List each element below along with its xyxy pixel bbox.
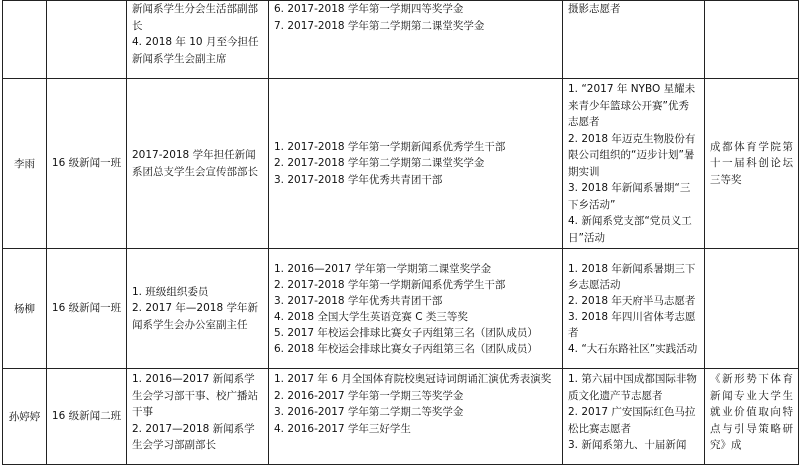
volunteer-item: 1. 2018 年新闻系暑期三下乡志愿活动 — [568, 262, 696, 291]
volunteer-item: 3. 新闻系第九、十届新闻 — [568, 439, 687, 451]
name-cell: 孙婷婷 — [3, 369, 47, 465]
honor-item: 6. 2017-2018 学年第一学期四等奖学金 — [274, 3, 464, 15]
table-row — [3, 79, 799, 249]
honor-item: 5. 2017 年校运会排球比赛女子丙组第三名（团队成员） — [274, 326, 538, 339]
research-cell: 成都体育学院第十一届科创论坛三等奖 — [705, 79, 799, 249]
volunteer-cell — [563, 249, 705, 369]
honors-cell — [269, 249, 563, 369]
table-row — [3, 369, 799, 465]
volunteer-item: 2. 2018 年天府半马志愿者 — [568, 294, 696, 307]
volunteer-item: 2. 2017 广安国际红色马拉松比赛志愿者 — [568, 406, 696, 435]
duty-item: 1. 班级组织委员 — [132, 285, 209, 298]
class-cell: 16 级新闻二班 — [47, 369, 127, 465]
research-cell: 《新形势下体育新闻专业大学生就业价值取向特点与引导策略研究》成 — [705, 369, 799, 465]
volunteer-item: 3. 2018 年四川省体考志愿者 — [568, 310, 696, 339]
duty-item: 2. 2017 年—2018 学年新闻系学生会办公室副主任 — [132, 302, 258, 331]
volunteer-item: 1. “2017 年 NYBO 星耀未来青少年篮球公开赛”优秀志愿者 — [568, 83, 696, 128]
duties-cell — [127, 79, 269, 249]
honor-item: 3. 2017-2018 学年优秀共青团干部 — [274, 173, 443, 186]
honor-item: 2. 2016-2017 学年第一学期三等奖学金 — [274, 389, 464, 402]
research-cell — [705, 249, 799, 369]
honor-item: 2. 2017-2018 学年第二学期第二课堂奖学金 — [274, 157, 485, 170]
honors-cell — [269, 79, 563, 249]
duty-item: 1. 2016—2017 新闻系学生会学习部干事、校广播站干事 — [132, 373, 258, 418]
student-records-table — [2, 0, 799, 465]
honor-item: 6. 2018 年校运会排球比赛女子丙组第三名（团队成员） — [274, 342, 538, 355]
name-cell: 杨柳 — [3, 249, 47, 369]
honor-item: 3. 2016-2017 学年第二学期二等奖学金 — [274, 406, 464, 418]
volunteer-item: 3. 2018 年新闻系暑期“三下乡活动” — [568, 182, 691, 211]
duties-cell — [127, 369, 269, 465]
volunteer-item: 摄影志愿者 — [568, 3, 621, 15]
honors-cell — [269, 1, 563, 79]
table-row — [3, 249, 799, 369]
honor-item: 1. 2017-2018 学年第一学期新闻系优秀学生干部 — [274, 140, 506, 153]
duty-item: 4. 2018 年 10 月至今担任新闻系学生会副主席 — [132, 36, 259, 65]
volunteer-item: 4. 新闻系党支部“党员义工日”活动 — [568, 215, 692, 244]
volunteer-item: 1. 第六届中国成都国际非物质文化遗产节志愿者 — [568, 373, 697, 402]
duty-item: 2017-2018 学年担任新闻系团总支学生会宣传部部长 — [132, 149, 258, 178]
volunteer-item: 2. 2018 年迈克生物股份有限公司组织的“迈步计划”暑期实训 — [568, 132, 696, 178]
class-cell — [47, 1, 127, 79]
volunteer-cell — [563, 369, 705, 465]
honor-item: 2. 2017-2018 学年第一学期新闻系优秀学生干部 — [274, 278, 506, 291]
honor-item: 4. 2016-2017 学年三好学生 — [274, 422, 411, 435]
class-cell: 16 级新闻一班 — [47, 79, 127, 249]
duty-item: 2. 2017—2018 新闻系学生会学习部副部长 — [132, 422, 255, 451]
class-cell: 16 级新闻一班 — [47, 249, 127, 369]
duties-cell — [127, 249, 269, 369]
honor-item: 1. 2017 年 6 月全国体育院校奥冠诗词朗诵汇演优秀表演奖 — [274, 373, 552, 385]
duty-item: 新闻系学生分会生活部副部长 — [132, 3, 258, 32]
volunteer-item: 4. “大石东路社区”实践活动 — [568, 342, 698, 355]
volunteer-cell — [563, 79, 705, 249]
honor-item: 7. 2017-2018 学年第二学期第二课堂奖学金 — [274, 19, 485, 32]
honor-item: 3. 2017-2018 学年优秀共青团干部 — [274, 294, 443, 307]
volunteer-cell — [563, 1, 705, 79]
name-cell: 李雨 — [3, 79, 47, 249]
research-cell — [705, 1, 799, 79]
duties-cell — [127, 1, 269, 79]
name-cell — [3, 1, 47, 79]
honor-item: 4. 2018 全国大学生英语竞赛 C 类三等奖 — [274, 310, 468, 323]
table-row — [3, 1, 799, 79]
honors-cell — [269, 369, 563, 465]
honor-item: 1. 2016—2017 学年第一学期第二课堂奖学金 — [274, 262, 492, 275]
